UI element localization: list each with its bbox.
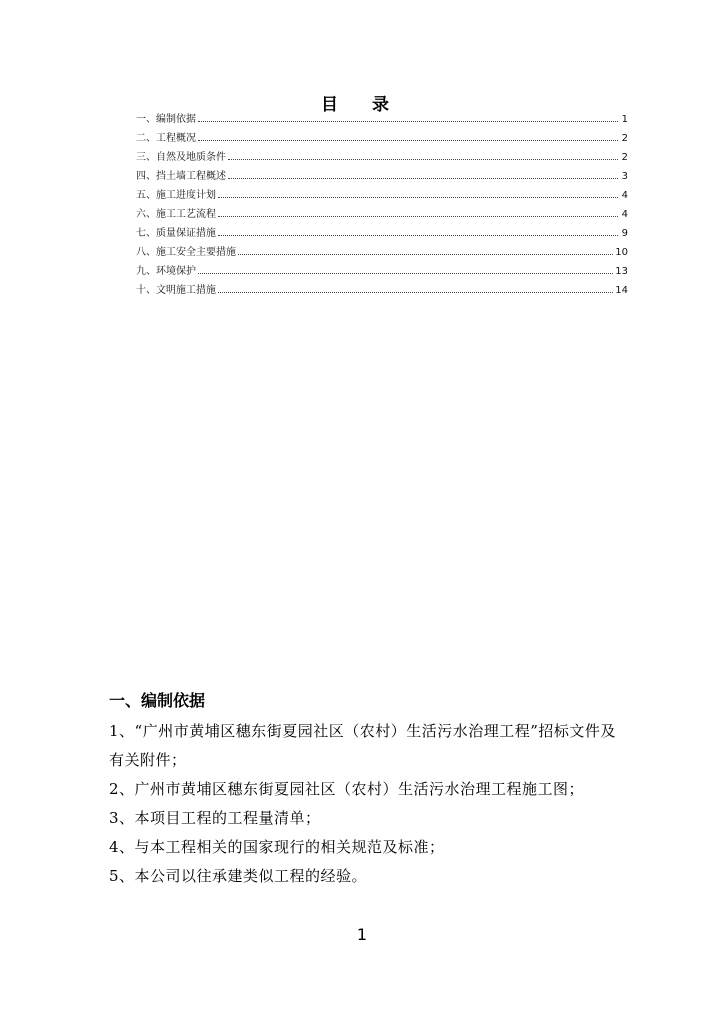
toc-entry[interactable]	[136, 186, 628, 205]
toc-entry-page: 10	[615, 247, 628, 258]
toc-entry-label: 十、文明施工措施	[136, 285, 216, 296]
basis-item: 5、本公司以往承建类似工程的经验。	[109, 867, 368, 885]
toc-entry-label: 三、自然及地质条件	[136, 152, 226, 163]
toc-entry-page: 2	[621, 152, 628, 163]
toc-entry-page: 13	[615, 266, 628, 277]
toc-leader-dots	[228, 178, 618, 179]
toc-leader-dots	[238, 254, 613, 255]
toc-entry[interactable]	[136, 148, 628, 167]
toc-entry[interactable]	[136, 224, 628, 243]
basis-item: 2、广州市黄埔区穗东街夏园社区（农村）生活污水治理工程施工图；	[109, 780, 585, 798]
toc-entry[interactable]	[136, 167, 628, 186]
toc-leader-dots	[218, 197, 618, 198]
toc-leader-dots	[198, 140, 618, 141]
section-heading: 一、编制依据	[109, 691, 206, 710]
toc-entry-label: 六、施工工艺流程	[136, 209, 216, 220]
toc-entry-page: 4	[621, 190, 628, 201]
table-of-contents	[136, 110, 628, 300]
toc-entry-page: 3	[621, 171, 628, 182]
toc-leader-dots	[218, 216, 618, 217]
toc-entry[interactable]	[136, 243, 628, 262]
toc-entry[interactable]	[136, 205, 628, 224]
basis-item: 1、“广州市黄埔区穗东街夏园社区（农村）生活污水治理工程”招标文件及有关附件；	[109, 722, 616, 769]
toc-entry[interactable]	[136, 110, 628, 129]
toc-entry[interactable]	[136, 281, 628, 300]
toc-entry-page: 2	[621, 133, 628, 144]
toc-entry-page: 1	[621, 114, 628, 125]
toc-leader-dots	[218, 292, 613, 293]
toc-entry-page: 4	[621, 209, 628, 220]
toc-entry-page: 14	[615, 285, 628, 296]
toc-entry-page: 9	[621, 228, 628, 239]
toc-leader-dots	[218, 235, 618, 236]
toc-leader-dots	[198, 121, 618, 122]
toc-entry-label: 七、质量保证措施	[136, 228, 216, 239]
toc-entry[interactable]	[136, 262, 628, 281]
toc-title: 目 录	[321, 95, 403, 115]
toc-leader-dots	[228, 159, 618, 160]
toc-entry-label: 四、挡土墙工程概述	[136, 171, 226, 182]
toc-entry-label: 五、施工进度计划	[136, 190, 216, 201]
section-compilation-basis	[109, 688, 629, 891]
toc-leader-dots	[198, 273, 613, 274]
toc-entry-label: 一、编制依据	[136, 114, 196, 125]
toc-entry-label: 九、环境保护	[136, 266, 196, 277]
basis-item: 4、与本工程相关的国家现行的相关规范及标准；	[109, 838, 445, 856]
toc-entry-label: 二、工程概况	[136, 133, 196, 144]
page-number: 1	[356, 925, 368, 944]
toc-entry-label: 八、施工安全主要措施	[136, 247, 236, 258]
toc-entry[interactable]	[136, 129, 628, 148]
basis-item: 3、本项目工程的工程量清单；	[109, 809, 321, 827]
